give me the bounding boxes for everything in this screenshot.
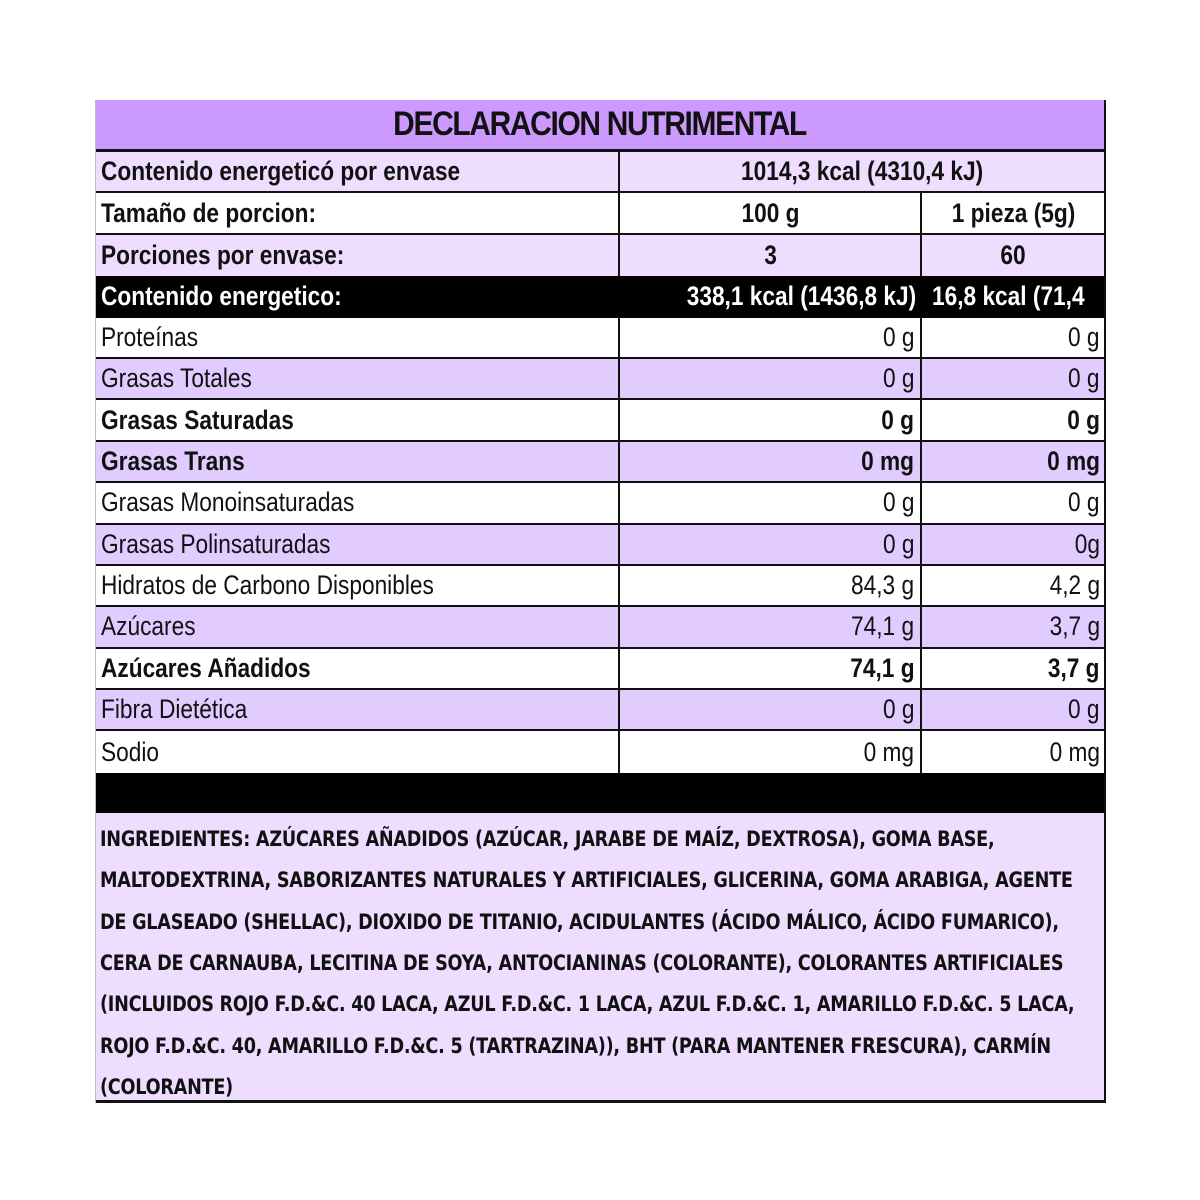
energy-per-container-row — [96, 152, 1104, 193]
ingredients-text: INGREDIENTES: AZÚCARES AÑADIDOS (AZÚCAR, JARABE DE MAÍZ, DEXTROSA), GOMA BASE, MALTODEXTRINA, SABORIZANTES NATURALES Y ARTIFICIALES, GLICERINA, GOMA ARABIGA, AGENTE DE GLASEADO (SHELLAC), DIOXIDO DE TITANIO, ACIDULANTES (ÁCIDO MÁLICO, ÁCIDO FUMARICO), CERA DE CARNAUBA, LECITINA DE SOYA, ANTOCIANINAS (COLORANTE), COLORANTES ARTIFICIALES (INCLUIDOS ROJO F.D.&C. 40 LACA, AZUL F.D.&C. 1 LACA, AZUL F.D.&C. 1, AMARILLO F.D.&C. 5 LACA, ROJO F.D.&C. 40, AMARILLO F.D.&C. 5 (TARTRAZINA)), BHT (PARA MANTENER FRESCURA), CARMÍN (COLORANTE) — [100, 826, 1075, 1100]
row-value-per-piece: 4,2 g — [1049, 570, 1100, 601]
nutrient-row-grasas-polinsaturadas — [96, 525, 1104, 566]
row-label: Proteínas — [96, 318, 620, 357]
row-value-per-100g: 0 g — [620, 690, 922, 729]
row-value-per-100g: 0 g — [620, 525, 922, 564]
ingredients-block — [96, 813, 1104, 1103]
row-value-per-piece: 0 g — [1068, 321, 1100, 352]
row-value-per-100g: 74,1 g — [620, 649, 922, 688]
row-value-per-100g: 0 g — [620, 318, 922, 357]
row-value-per-piece: 60 — [1000, 239, 1026, 270]
nutrient-row-azucares-anadidos — [96, 649, 1104, 690]
separator-band — [96, 773, 1104, 813]
row-label: Grasas Saturadas — [96, 400, 620, 439]
row-value-per-piece: 0 mg — [1049, 736, 1100, 767]
row-value-per-piece: 0 g — [1068, 694, 1100, 725]
row-value-per-100g: 84,3 g — [620, 566, 922, 605]
nutrient-row-grasas-trans — [96, 442, 1104, 483]
nutrient-row-grasas-monoinsaturadas — [96, 483, 1104, 524]
row-value: 1014,3 kcal (4310,4 kJ) — [741, 156, 984, 187]
row-value-per-piece: 3,7 g — [1048, 652, 1100, 683]
row-value-per-100g: 0 mg — [620, 442, 922, 481]
energy-content-row — [96, 276, 1104, 317]
row-value-per-100g: 74,1 g — [620, 607, 922, 646]
row-value-per-piece: 0g — [1074, 528, 1100, 559]
row-value-per-piece: 0 mg — [1047, 445, 1100, 476]
nutrient-row-sodio — [96, 731, 1104, 772]
label-title-band — [96, 100, 1104, 152]
label-title: DECLARACION NUTRIMENTAL — [393, 105, 807, 143]
nutrient-row-proteinas — [96, 318, 1104, 359]
nutrition-label — [95, 100, 1106, 1103]
row-value-per-piece: 0 g — [1068, 487, 1100, 518]
serving-size-row — [96, 193, 1104, 234]
row-value-per-100g: 3 — [620, 235, 922, 276]
row-value-per-piece: 16,8 kcal (71,4 — [932, 281, 1085, 312]
row-value-per-piece: 0 g — [1068, 363, 1100, 394]
row-value-per-piece: 3,7 g — [1049, 611, 1100, 642]
row-label: Azúcares Añadidos — [96, 649, 620, 688]
nutrient-row-grasas-totales — [96, 359, 1104, 400]
row-label: Tamaño de porcion: — [96, 193, 620, 232]
row-label: Azúcares — [96, 607, 620, 646]
row-label: Grasas Totales — [96, 359, 620, 398]
row-label: Contenido energeticó por envase — [96, 152, 620, 191]
row-value-per-piece: 0 g — [1067, 404, 1100, 435]
nutrient-row-azucares — [96, 607, 1104, 648]
nutrient-row-hidratos-de-carbono — [96, 566, 1104, 607]
row-value-per-100g: 100 g — [620, 193, 922, 232]
servings-per-container-row — [96, 235, 1104, 276]
row-value-per-100g: 0 g — [620, 483, 922, 522]
nutrient-row-fibra-dietetica — [96, 690, 1104, 731]
row-value-per-piece: 1 pieza (5g) — [951, 197, 1075, 228]
row-value-per-100g: 0 g — [620, 359, 922, 398]
row-label: Grasas Polinsaturadas — [96, 525, 620, 564]
row-label: Grasas Monoinsaturadas — [96, 483, 620, 522]
row-label: Sodio — [96, 731, 620, 772]
row-label: Fibra Dietética — [96, 690, 620, 729]
row-label: Contenido energetico: — [101, 281, 342, 312]
row-label: Grasas Trans — [96, 442, 620, 481]
nutrient-row-grasas-saturadas — [96, 400, 1104, 441]
row-value-per-100g: 338,1 kcal (1436,8 kJ) — [686, 281, 917, 312]
row-label: Porciones por envase: — [96, 235, 620, 276]
row-label: Hidratos de Carbono Disponibles — [96, 566, 620, 605]
row-value-per-100g: 0 g — [620, 400, 922, 439]
row-value-per-100g: 0 mg — [620, 731, 922, 772]
